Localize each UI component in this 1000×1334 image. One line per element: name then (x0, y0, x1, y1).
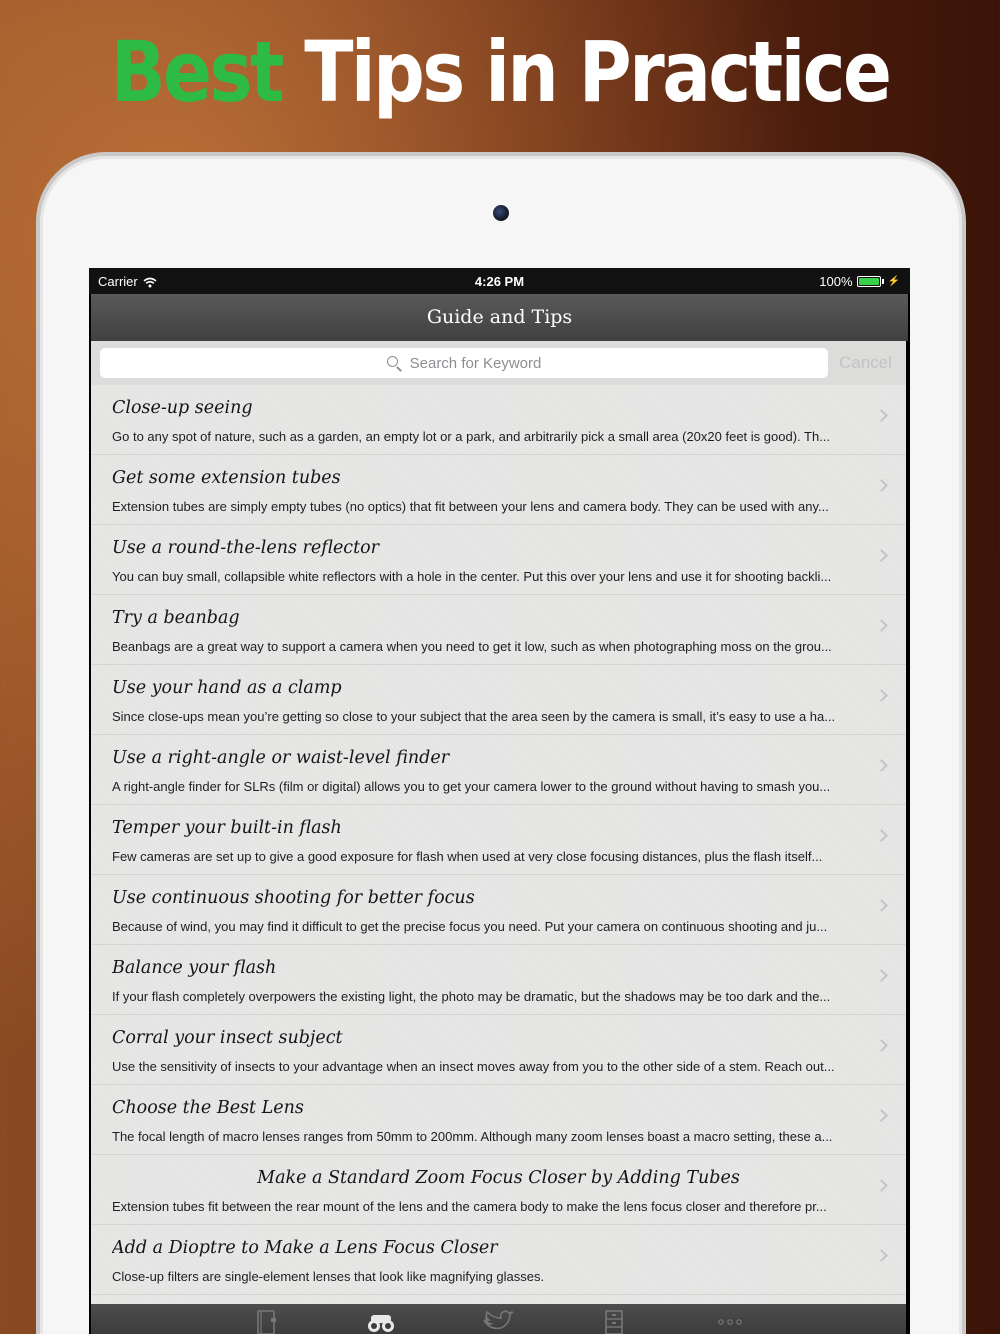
chevron-right-icon (875, 899, 888, 912)
chevron-right-icon (875, 1109, 888, 1122)
list-item[interactable] (91, 945, 906, 1015)
list-item-description: If your flash completely overpowers the existing light, the photo may be dramatic, but the shadows may be too dark and the... (112, 989, 831, 1004)
list-item-title: Corral your insect subject (112, 1028, 343, 1048)
search-icon (387, 356, 402, 371)
list-item-title: Use continuous shooting for better focus (112, 888, 475, 908)
list-item[interactable] (91, 805, 906, 875)
more-dots-icon[interactable] (712, 1308, 748, 1334)
list-item[interactable] (91, 1085, 906, 1155)
list-item-title: Balance your flash (112, 958, 277, 978)
battery-tip (882, 279, 884, 284)
chevron-right-icon (875, 689, 888, 702)
list-item-description: A right-angle finder for SLRs (film or digital) allows you to get your camera lower to the ground without having to smash you... (112, 779, 831, 794)
list-item[interactable] (91, 1225, 906, 1295)
list-item-title: Use your hand as a clamp (112, 678, 342, 698)
list-item[interactable] (91, 1015, 906, 1085)
status-bar (89, 268, 910, 294)
list-item[interactable] (91, 455, 906, 525)
list-item[interactable] (91, 665, 906, 735)
list-item[interactable] (91, 595, 906, 665)
promo-headline (70, 22, 930, 122)
search-input[interactable] (100, 348, 828, 378)
list-item-title: Get some extension tubes (112, 468, 341, 488)
list-item-description: The focal length of macro lenses ranges from 50mm to 200mm. Although many zoom lenses boast a macro setting, these a... (112, 1129, 833, 1144)
list-item-description: Go to any spot of nature, such as a garden, an empty lot or a park, and arbitrarily pick a small area (20x20 feet is good). Th... (112, 429, 831, 444)
chevron-right-icon (875, 409, 888, 422)
list-item[interactable] (91, 1155, 906, 1225)
chevron-right-icon (875, 479, 888, 492)
search-placeholder: Search for Keyword (409, 354, 542, 372)
cancel-button[interactable]: Cancel (839, 353, 892, 372)
list-item-description: You can buy small, collapsible white reflectors with a hole in the center. Put this over your lens and use it for shooting backli... (112, 569, 832, 584)
chevron-right-icon (875, 619, 888, 632)
binoculars-icon[interactable] (363, 1308, 399, 1334)
list-item-description: Extension tubes are simply empty tubes (no optics) that fit between your lens and camera body. They can be used with any... (112, 499, 829, 514)
list-item[interactable] (91, 525, 906, 595)
carrier-label: Carrier (98, 274, 138, 289)
search-bar (91, 341, 906, 385)
cabinet-icon[interactable] (596, 1308, 632, 1334)
list-item-description: Close-up filters are single-element lenses that look like magnifying glasses. (112, 1269, 545, 1284)
list-item-title: Try a beanbag (112, 608, 240, 628)
list-item-description: Because of wind, you may find it difficult to get the precise focus you need. Put your camera on continuous shooting and ju... (112, 919, 828, 934)
front-camera (493, 205, 509, 221)
list-item-title: Use a right-angle or waist-level finder (112, 748, 450, 768)
chevron-right-icon (875, 1039, 888, 1052)
list-item[interactable] (91, 875, 906, 945)
chevron-right-icon (875, 829, 888, 842)
list-item-description: Use the sensitivity of insects to your advantage when an insect moves away from you to the other side of a stem. Reach out... (112, 1059, 835, 1074)
list-item-description: Beanbags are a great way to support a camera when you need to get it low, such as when photographing moss on the grou... (112, 639, 832, 654)
headline-accent: Best (110, 23, 282, 121)
list-item-title: Use a round-the-lens reflector (112, 538, 380, 558)
battery-icon (857, 276, 881, 287)
chevron-right-icon (875, 759, 888, 772)
charging-icon: ⚡ (887, 276, 900, 287)
chevron-right-icon (875, 969, 888, 982)
tab-bar (91, 1304, 906, 1334)
headline-rest: Tips in Practice (304, 23, 890, 121)
chevron-right-icon (875, 549, 888, 562)
battery-indicator (819, 274, 900, 289)
status-time: 4:26 PM (474, 274, 525, 289)
list-item-description: Since close-ups mean you’re getting so close to your subject that the area seen by the camera is small, it’s easy to use a ha... (112, 709, 836, 724)
nav-bar (91, 294, 908, 341)
list-item-title: Choose the Best Lens (112, 1098, 304, 1118)
chevron-right-icon (875, 1249, 888, 1262)
nav-title: Guide and Tips (426, 306, 573, 328)
list-item-description: Extension tubes fit between the rear mount of the lens and the camera body to make the lens focus closer and therefore pr... (112, 1199, 827, 1214)
list-item-title: Make a Standard Zoom Focus Closer by Adding Tubes (257, 1168, 740, 1188)
list-item-title: Temper your built-in flash (112, 818, 342, 838)
notebook-icon[interactable] (248, 1308, 284, 1334)
list-item-description: Few cameras are set up to give a good exposure for flash when used at very close focusing distances, plus the flash itself... (112, 849, 823, 864)
list-item[interactable] (91, 385, 906, 455)
content-area (91, 341, 906, 1304)
tip-list (91, 385, 906, 1295)
list-item-title: Close-up seeing (112, 398, 253, 418)
list-item[interactable] (91, 735, 906, 805)
tablet-screen (89, 268, 910, 1334)
battery-percent: 100% (819, 274, 853, 289)
list-item-title: Add a Dioptre to Make a Lens Focus Closer (112, 1238, 498, 1258)
twitter-bird-icon[interactable] (479, 1308, 515, 1334)
